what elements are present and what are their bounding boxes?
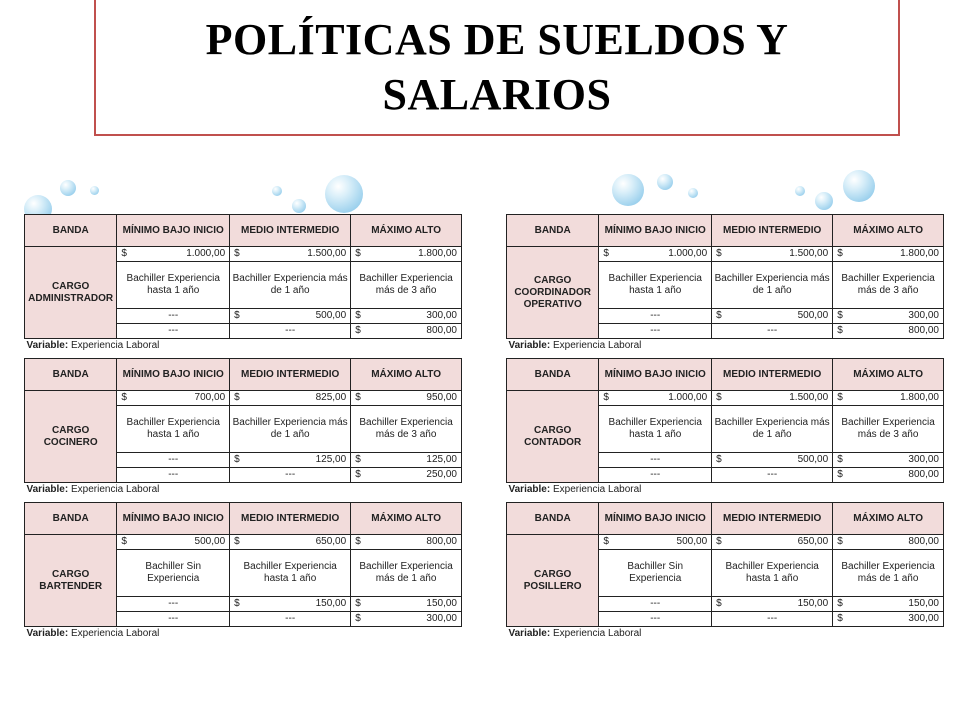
header-row [25,215,462,247]
currency-symbol: $ [355,598,361,609]
currency-symbol: $ [234,392,240,403]
salary-table [506,502,944,641]
empty-value: --- [117,468,230,483]
salary-value: 150,00 [797,598,829,609]
salary-value: 300,00 [908,613,939,624]
header-minimo: MÍNIMO BAJO INICIO [599,503,712,535]
salary-value: 500,00 [676,536,708,547]
currency-symbol: $ [355,613,361,624]
variable-row [25,483,462,498]
salary-table [24,502,462,641]
cargo-name: CARGO CONTADOR [507,391,599,483]
header-row [25,503,462,535]
variable-label: Variable: [26,340,69,351]
empty-value: --- [712,324,833,339]
cargo-name: CARGO BARTENDER [25,535,117,627]
variable-label: Variable: [508,484,551,495]
header-maximo: MÁXIMO ALTO [833,359,944,391]
currency-symbol: $ [837,392,843,403]
header-medio: MEDIO INTERMEDIO [230,359,351,391]
currency-symbol: $ [234,598,240,609]
header-maximo: MÁXIMO ALTO [351,215,462,247]
requirement-text: Bachiller Experiencia hasta 1 año [117,262,230,309]
requirement-text: Bachiller Experiencia más de 1 año [712,406,833,453]
salary-row [507,535,944,550]
currency-symbol: $ [603,248,609,259]
requirement-text: Bachiller Experiencia más de 3 año [833,262,944,309]
requirement-text: Bachiller Experiencia más de 1 año [712,262,833,309]
salary-value: 1.800,00 [900,392,939,403]
salary-value: 825,00 [315,392,347,403]
salary-row [507,391,944,406]
cargo-name: CARGO COORDINADOR OPERATIVO [507,247,599,339]
header-row [507,359,944,391]
variable-row [507,627,944,642]
bubble-icon [90,186,99,195]
requirement-text: Bachiller Sin Experiencia [117,550,230,597]
empty-value: --- [230,468,351,483]
bubble-icon [325,175,363,213]
salary-value: 500,00 [797,454,829,465]
currency-symbol: $ [837,469,843,480]
variable-value: Experiencia Laboral [552,484,642,495]
header-maximo: MÁXIMO ALTO [833,215,944,247]
salary-value: 950,00 [426,392,457,403]
salary-value: 150,00 [315,598,347,609]
cargo-name: CARGO POSILLERO [507,535,599,627]
currency-symbol: $ [716,454,722,465]
salary-value: 300,00 [908,310,939,321]
currency-symbol: $ [716,248,722,259]
variable-value: Experiencia Laboral [552,628,642,639]
currency-symbol: $ [837,613,843,624]
salary-value: 800,00 [908,469,939,480]
requirement-text: Bachiller Experiencia hasta 1 año [230,550,351,597]
salary-value: 500,00 [797,310,829,321]
header-medio: MEDIO INTERMEDIO [230,503,351,535]
salary-value: 700,00 [194,392,226,403]
currency-symbol: $ [603,392,609,403]
header-medio: MEDIO INTERMEDIO [712,359,833,391]
header-banda: BANDA [507,359,599,391]
salary-value: 800,00 [426,325,457,336]
requirement-text: Bachiller Experiencia más de 1 año [833,550,944,597]
empty-value: --- [712,468,833,483]
requirement-text: Bachiller Experiencia más de 3 año [351,406,462,453]
requirement-text: Bachiller Experiencia hasta 1 año [117,406,230,453]
currency-symbol: $ [837,598,843,609]
empty-value: --- [117,612,230,627]
bubble-icon [688,188,698,198]
bubble-icon [795,186,805,196]
currency-symbol: $ [121,248,127,259]
currency-symbol: $ [234,454,240,465]
salary-value: 1.800,00 [418,248,457,259]
currency-symbol: $ [234,310,240,321]
empty-value: --- [599,612,712,627]
variable-value: Experiencia Laboral [70,340,160,351]
currency-symbol: $ [355,310,361,321]
currency-symbol: $ [355,248,361,259]
header-banda: BANDA [25,503,117,535]
salary-value: 1.000,00 [186,248,226,259]
bubble-icon [272,186,282,196]
requirement-text: Bachiller Experiencia más de 1 año [230,262,351,309]
salary-value: 150,00 [908,598,939,609]
salary-value: 250,00 [426,469,457,480]
currency-symbol: $ [355,536,361,547]
currency-symbol: $ [716,310,722,321]
bubble-icon [60,180,76,196]
variable-row [507,339,944,354]
salary-row [25,535,462,550]
salary-value: 1.800,00 [900,248,939,259]
header-minimo: MÍNIMO BAJO INICIO [117,359,230,391]
header-maximo: MÁXIMO ALTO [833,503,944,535]
salary-table [506,214,944,353]
header-maximo: MÁXIMO ALTO [351,359,462,391]
currency-symbol: $ [716,536,722,547]
header-banda: BANDA [25,215,117,247]
requirement-text: Bachiller Experiencia más de 1 año [351,550,462,597]
empty-value: --- [117,324,230,339]
salary-value: 300,00 [908,454,939,465]
requirement-text: Bachiller Experiencia más de 1 año [230,406,351,453]
salary-value: 125,00 [315,454,347,465]
salary-table [506,358,944,497]
bubble-icon [612,174,644,206]
title-box [94,0,900,136]
salary-value: 500,00 [315,310,347,321]
salary-row [25,247,462,262]
salary-value: 800,00 [908,325,939,336]
header-minimo: MÍNIMO BAJO INICIO [599,215,712,247]
empty-value: --- [599,453,712,468]
salary-value: 1.500,00 [307,248,347,259]
requirement-text: Bachiller Experiencia más de 3 año [833,406,944,453]
empty-value: --- [230,324,351,339]
salary-value: 125,00 [426,454,457,465]
requirement-text: Bachiller Sin Experiencia [599,550,712,597]
currency-symbol: $ [837,536,843,547]
currency-symbol: $ [355,392,361,403]
header-banda: BANDA [25,359,117,391]
variable-value: Experiencia Laboral [70,484,160,495]
variable-row [25,627,462,642]
empty-value: --- [117,309,230,324]
currency-symbol: $ [234,248,240,259]
currency-symbol: $ [121,392,127,403]
variable-value: Experiencia Laboral [552,340,642,351]
empty-value: --- [599,597,712,612]
variable-label: Variable: [26,628,69,639]
empty-value: --- [599,309,712,324]
header-row [507,215,944,247]
currency-symbol: $ [837,248,843,259]
currency-symbol: $ [837,454,843,465]
salary-row [25,391,462,406]
header-banda: BANDA [507,215,599,247]
page-title: POLÍTICAS DE SUELDOS Y SALARIOS [205,15,789,119]
salary-value: 800,00 [908,536,939,547]
variable-label: Variable: [508,628,551,639]
bubble-icon [292,199,306,213]
currency-symbol: $ [121,536,127,547]
variable-row [25,339,462,354]
salary-value: 1.000,00 [668,248,708,259]
bubble-icon [843,170,875,202]
currency-symbol: $ [355,454,361,465]
empty-value: --- [117,597,230,612]
salary-row [507,247,944,262]
requirement-text: Bachiller Experiencia más de 3 año [351,262,462,309]
header-row [25,359,462,391]
header-maximo: MÁXIMO ALTO [351,503,462,535]
salary-table [24,214,462,353]
salary-table [24,358,462,497]
header-minimo: MÍNIMO BAJO INICIO [117,215,230,247]
empty-value: --- [599,468,712,483]
salary-value: 1.500,00 [789,392,829,403]
currency-symbol: $ [603,536,609,547]
requirement-text: Bachiller Experiencia hasta 1 año [599,262,712,309]
cargo-name: CARGO COCINERO [25,391,117,483]
requirement-text: Bachiller Experiencia hasta 1 año [599,406,712,453]
cargo-name: CARGO ADMINISTRADOR [25,247,117,339]
header-banda: BANDA [507,503,599,535]
currency-symbol: $ [355,325,361,336]
empty-value: --- [712,612,833,627]
header-medio: MEDIO INTERMEDIO [712,215,833,247]
currency-symbol: $ [716,392,722,403]
header-minimo: MÍNIMO BAJO INICIO [117,503,230,535]
salary-value: 1.500,00 [789,248,829,259]
salary-value: 1.000,00 [668,392,708,403]
variable-row [507,483,944,498]
salary-value: 300,00 [426,310,457,321]
bubble-icon [815,192,833,210]
currency-symbol: $ [837,310,843,321]
empty-value: --- [230,612,351,627]
currency-symbol: $ [837,325,843,336]
salary-value: 650,00 [797,536,829,547]
variable-label: Variable: [26,484,69,495]
salary-value: 150,00 [426,598,457,609]
empty-value: --- [599,324,712,339]
currency-symbol: $ [355,469,361,480]
salary-value: 500,00 [194,536,226,547]
header-row [507,503,944,535]
salary-value: 300,00 [426,613,457,624]
currency-symbol: $ [234,536,240,547]
empty-value: --- [117,453,230,468]
header-medio: MEDIO INTERMEDIO [230,215,351,247]
requirement-text: Bachiller Experiencia hasta 1 año [712,550,833,597]
header-medio: MEDIO INTERMEDIO [712,503,833,535]
variable-label: Variable: [508,340,551,351]
salary-value: 650,00 [315,536,347,547]
currency-symbol: $ [716,598,722,609]
salary-value: 800,00 [426,536,457,547]
bubble-icon [657,174,673,190]
variable-value: Experiencia Laboral [70,628,160,639]
header-minimo: MÍNIMO BAJO INICIO [599,359,712,391]
